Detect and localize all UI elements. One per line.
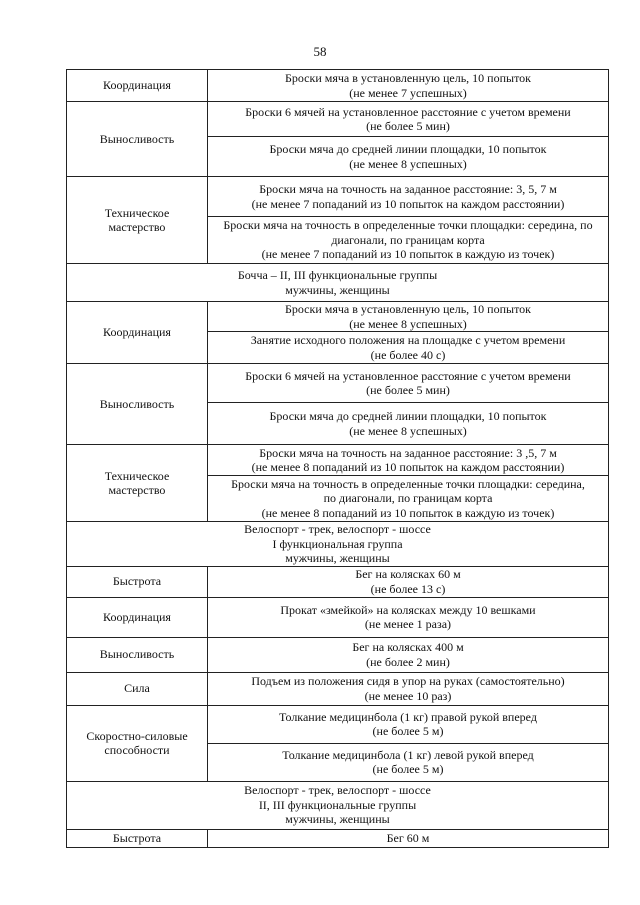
test-cell: Броски мяча на точность в определенные точки площадки: середина, по диагонали, по границам корта (не менее 7 попаданий из 10 попыток в каждую из точек) [208,217,609,264]
test-cell: Броски мяча на точность в определенные точки площадки: середина, по диагонали, по границам корта (не менее 8 попаданий из 10 попыток в каждую из точек) [208,476,609,522]
test-cell: Бег 60 м [208,829,609,847]
test-cell: Броски мяча до средней линии площадки, 10 попыток (не менее 8 успешных) [208,137,609,177]
test-cell: Броски 6 мячей на установленное расстояние с учетом времени (не более 5 мин) [208,364,609,403]
test-cell: Толкание медицинбола (1 кг) левой рукой вперед (не более 5 м) [208,743,609,781]
table-row [67,637,609,672]
quality-cell: Координация [67,302,208,364]
test-cell: Броски 6 мячей на установленное расстояние с учетом времени (не более 5 мин) [208,102,609,137]
quality-cell: Скоростно-силовые способности [67,705,208,781]
test-cell: Подъем из положения сидя в упор на руках (самостоятельно) (не менее 10 раз) [208,672,609,705]
quality-cell: Техническое мастерство [67,177,208,264]
table-row [67,177,609,217]
quality-cell: Координация [67,70,208,102]
test-cell: Броски мяча на точность на заданное расстояние: 3 ,5, 7 м (не менее 8 попаданий из 10 попыток на каждом расстоянии) [208,445,609,476]
table-row [67,70,609,102]
table-row [67,829,609,847]
quality-cell: Выносливость [67,102,208,177]
section-header-cell: Бочча – II, III функциональные группы мужчины, женщины [67,264,609,302]
quality-cell: Выносливость [67,637,208,672]
test-cell: Броски мяча в установленную цель, 10 попыток (не менее 7 успешных) [208,70,609,102]
test-cell: Толкание медицинбола (1 кг) правой рукой вперед (не более 5 м) [208,705,609,743]
section-header-row [67,522,609,567]
section-header-row [67,781,609,829]
test-cell: Бег на колясках 400 м (не более 2 мин) [208,637,609,672]
page-number: 58 [313,44,327,59]
test-cell: Прокат «змейкой» на колясках между 10 вешками (не менее 1 раза) [208,597,609,637]
test-cell: Броски мяча на точность на заданное расстояние: 3, 5, 7 м (не менее 7 попаданий из 10 попыток на каждом расстоянии) [208,177,609,217]
test-cell: Броски мяча до средней линии площадки, 10 попыток (не менее 8 успешных) [208,403,609,445]
section-header-cell: Велоспорт - трек, велоспорт - шоссе II, III функциональные группы мужчины, женщины [67,781,609,829]
table-row [67,302,609,332]
table-row [67,102,609,137]
section-header-cell: Велоспорт - трек, велоспорт - шоссе I функциональная группа мужчины, женщины [67,522,609,567]
test-cell: Бег на колясках 60 м (не более 13 с) [208,566,609,597]
table-row [67,597,609,637]
quality-cell: Быстрота [67,566,208,597]
quality-cell: Выносливость [67,364,208,445]
table-row [67,364,609,403]
standards-table [66,69,609,848]
quality-cell: Быстрота [67,829,208,847]
test-cell: Занятие исходного положения на площадке с учетом времени (не более 40 с) [208,332,609,364]
test-cell: Броски мяча в установленную цель, 10 попыток (не менее 8 успешных) [208,302,609,332]
quality-cell: Техническое мастерство [67,445,208,522]
table-row [67,445,609,476]
standards-table-body [67,70,609,848]
table-row [67,705,609,743]
quality-cell: Координация [67,597,208,637]
quality-cell: Сила [67,672,208,705]
section-header-row [67,264,609,302]
table-row [67,566,609,597]
table-row [67,672,609,705]
